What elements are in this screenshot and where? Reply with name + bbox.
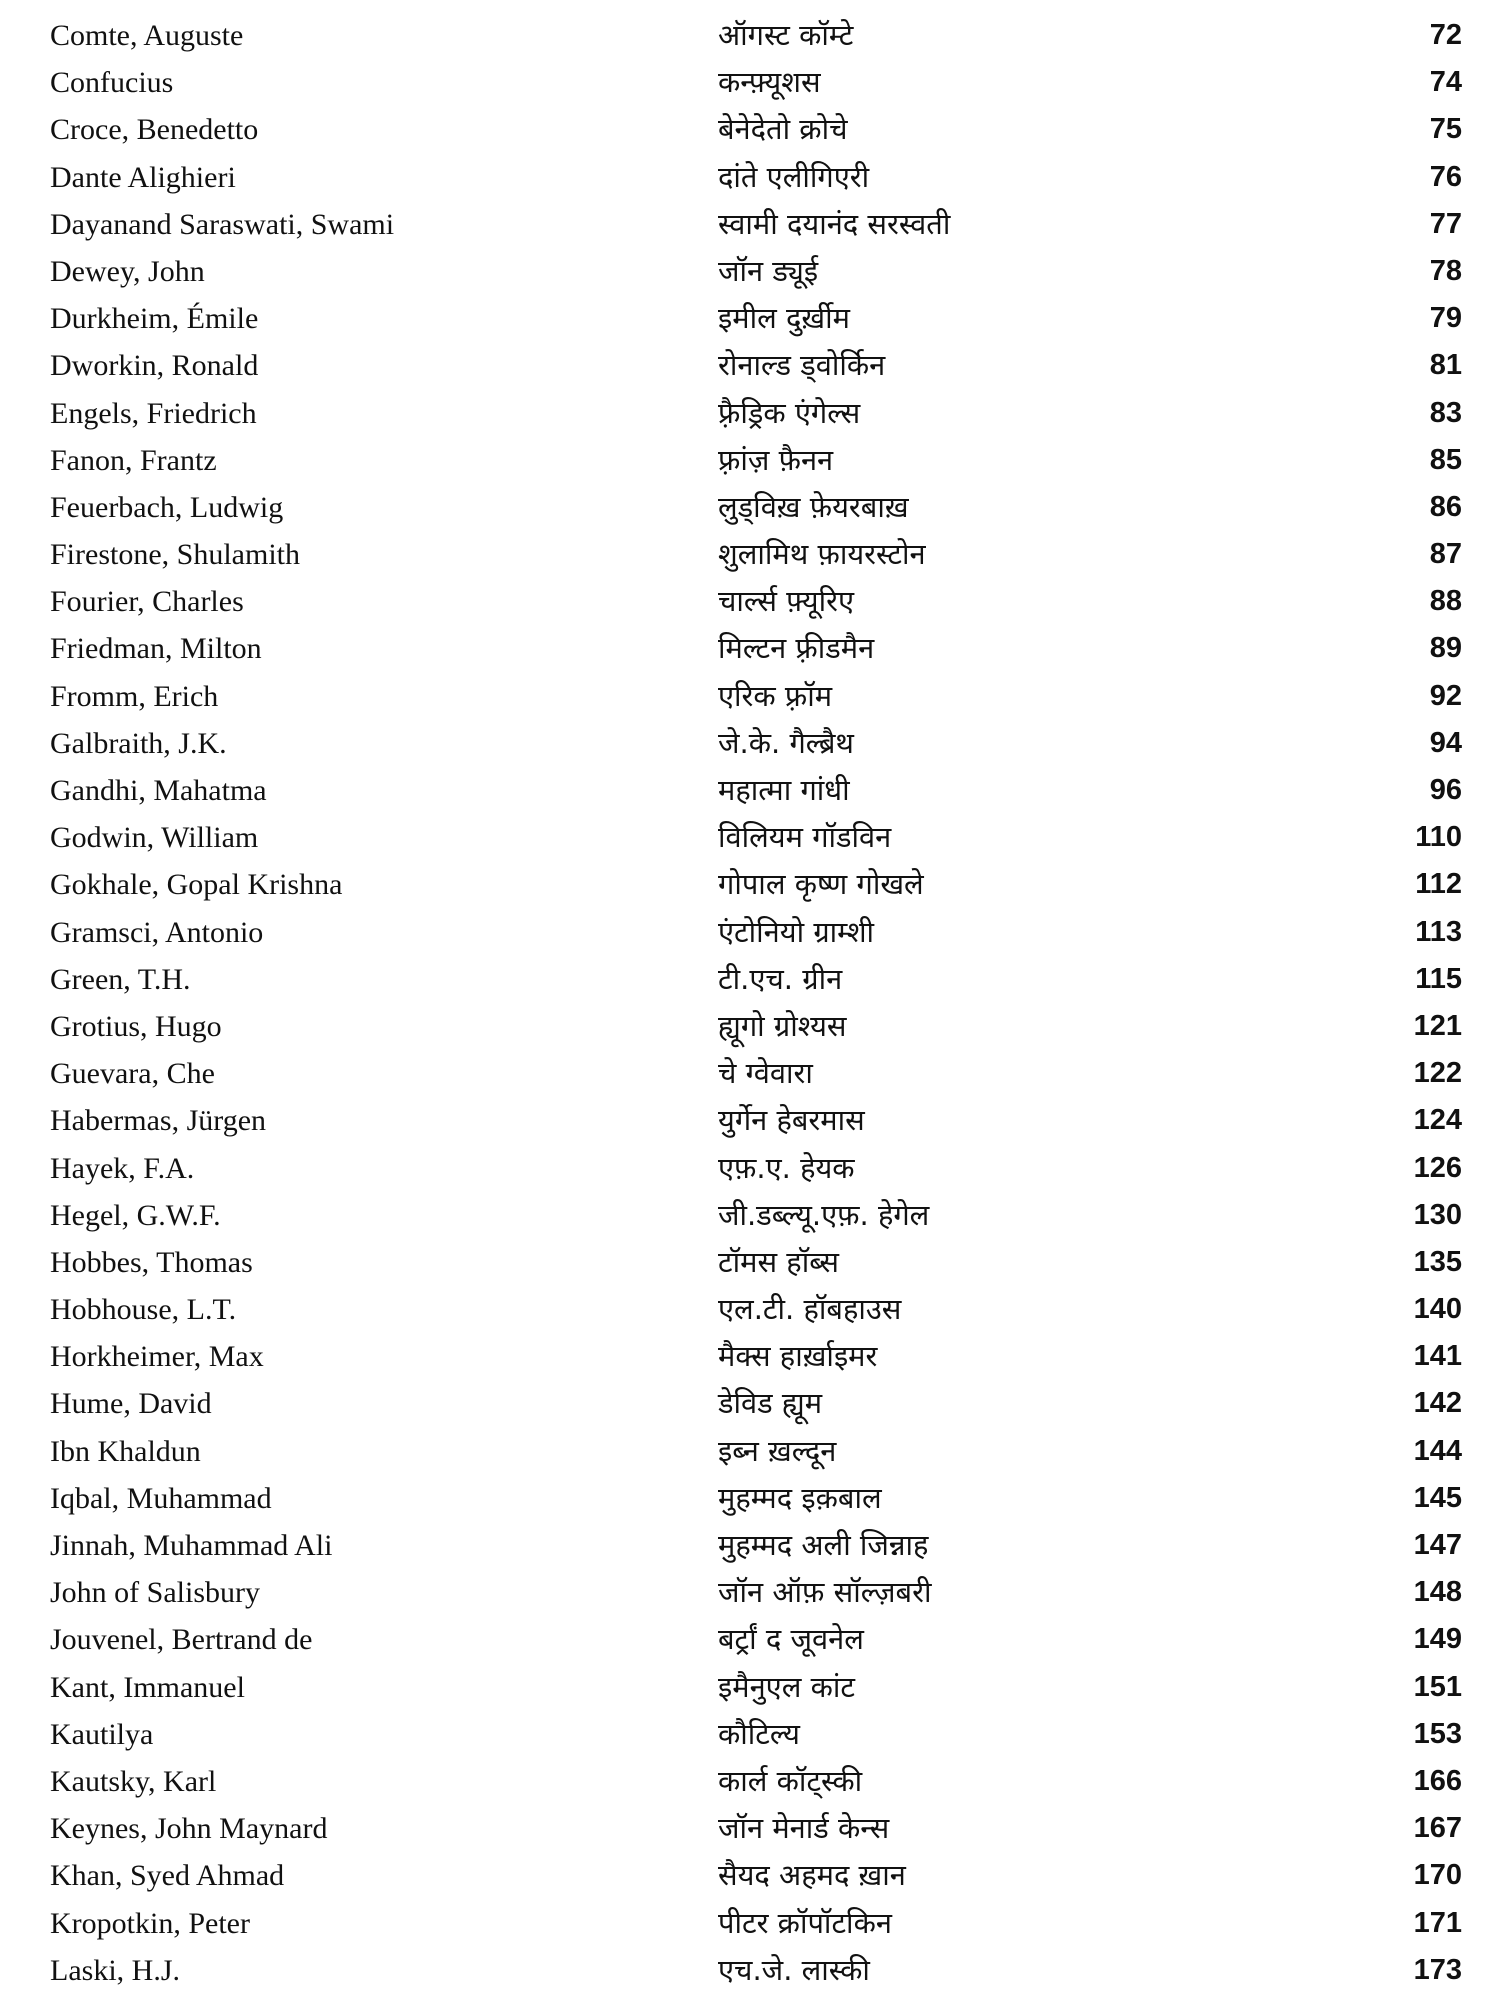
index-entry	[0, 767, 1500, 814]
entry-name-hindi: ऑगस्ट कॉम्टे	[718, 18, 854, 52]
entry-name-hindi: इब्न ख़ल्दून	[718, 1433, 837, 1468]
entry-page-number: 170	[1413, 1859, 1462, 1892]
entry-page-number: 94	[1429, 726, 1462, 759]
entry-page-number: 74	[1429, 66, 1462, 99]
index-entry	[0, 1711, 1500, 1758]
entry-name-english: Hegel, G.W.F.	[50, 1198, 221, 1232]
entry-name-hindi: एल.टी. हॉबहाउस	[718, 1292, 902, 1327]
index-entry	[0, 1522, 1500, 1569]
entry-page-number: 113	[1415, 915, 1462, 948]
index-entry	[0, 1003, 1500, 1050]
index-entry	[0, 1664, 1500, 1711]
entry-name-english: Hume, David	[50, 1387, 212, 1421]
entry-page-number: 135	[1413, 1245, 1462, 1278]
entry-name-hindi: चे ग्वेवारा	[718, 1056, 813, 1091]
entry-name-english: Dworkin, Ronald	[50, 349, 259, 383]
entry-name-english: Kautilya	[50, 1717, 154, 1751]
entry-name-english: Croce, Benedetto	[50, 113, 259, 147]
index-entry	[0, 1192, 1500, 1239]
entry-name-hindi: जॉन ऑफ़ सॉल्ज़बरी	[718, 1575, 932, 1610]
index-entry	[0, 1758, 1500, 1805]
entry-name-hindi: कौटिल्य	[718, 1716, 800, 1751]
index-entry	[0, 956, 1500, 1003]
entry-name-hindi: टी.एच. ग्रीन	[718, 961, 843, 996]
index-entry	[0, 814, 1500, 861]
entry-name-english: Jouvenel, Bertrand de	[50, 1623, 313, 1657]
entry-page-number: 126	[1413, 1151, 1462, 1184]
entry-name-english: Ibn Khaldun	[50, 1434, 201, 1468]
entry-name-english: Hobbes, Thomas	[50, 1245, 253, 1279]
index-entry	[0, 1380, 1500, 1427]
entry-page-number: 96	[1429, 774, 1462, 806]
entry-name-english: Jinnah, Muhammad Ali	[50, 1529, 333, 1562]
entry-name-hindi: मुहम्मद अली जिन्नाह	[718, 1528, 929, 1562]
entry-name-hindi: ह्यूगो ग्रोश्यस	[718, 1008, 847, 1043]
index-entry	[0, 578, 1500, 625]
entry-page-number: 112	[1415, 868, 1462, 901]
entry-name-english: Fourier, Charles	[50, 585, 244, 619]
entry-page-number: 167	[1413, 1812, 1462, 1845]
entry-name-english: Hayek, F.A.	[50, 1151, 195, 1185]
entry-name-hindi: चार्ल्स फ़्यूरिए	[718, 584, 855, 619]
index-entry	[0, 1097, 1500, 1144]
entry-name-english: Feuerbach, Ludwig	[50, 490, 284, 524]
entry-name-hindi: बर्ट्रां द जूवनेल	[718, 1622, 864, 1657]
entry-page-number: 140	[1413, 1293, 1462, 1326]
entry-name-english: Galbraith, J.K.	[50, 726, 227, 760]
index-entry	[0, 909, 1500, 956]
index-entry	[0, 295, 1500, 342]
entry-page-number: 81	[1429, 349, 1462, 382]
index-entry	[0, 1805, 1500, 1852]
entry-name-hindi: डेविड ह्यूम	[718, 1386, 823, 1421]
entry-name-hindi: एरिक फ़्रॉम	[718, 678, 833, 713]
entry-name-english: John of Salisbury	[50, 1576, 260, 1610]
entry-name-english: Kropotkin, Peter	[50, 1906, 250, 1940]
entry-name-hindi: मिल्टन फ़्रीडमैन	[718, 631, 875, 666]
entry-name-hindi: सैयद अहमद ख़ान	[718, 1858, 906, 1893]
entry-name-english: Gokhale, Gopal Krishna	[50, 868, 343, 902]
entry-name-hindi: टॉमस हॉब्स	[718, 1244, 839, 1279]
index-entry	[0, 673, 1500, 720]
entry-page-number: 78	[1429, 254, 1462, 287]
entry-name-english: Horkheimer, Max	[50, 1340, 264, 1374]
entry-name-english: Durkheim, Émile	[50, 302, 259, 336]
entry-name-english: Gandhi, Mahatma	[50, 774, 267, 807]
entry-page-number: 115	[1415, 962, 1462, 995]
entry-page-number: 171	[1413, 1906, 1462, 1939]
entry-name-english: Kant, Immanuel	[50, 1670, 245, 1704]
entry-page-number: 122	[1413, 1057, 1462, 1090]
index-list	[0, 12, 1500, 1994]
entry-name-english: Fromm, Erich	[50, 679, 219, 713]
entry-name-english: Engels, Friedrich	[50, 396, 257, 430]
entry-name-hindi: इमैनुएल कांट	[718, 1669, 855, 1704]
entry-name-english: Godwin, William	[50, 821, 259, 855]
entry-page-number: 92	[1429, 679, 1462, 712]
entry-name-english: Dayanand Saraswati, Swami	[50, 207, 395, 241]
entry-page-number: 87	[1429, 538, 1462, 571]
entry-page-number: 121	[1413, 1009, 1462, 1042]
index-entry	[0, 1286, 1500, 1333]
index-entry	[0, 861, 1500, 908]
entry-name-hindi: फ़्रांज़ फ़ैनन	[718, 442, 834, 477]
entry-name-english: Khan, Syed Ahmad	[50, 1859, 285, 1893]
entry-name-hindi: मैक्स हार्ख़ाइमर	[718, 1339, 878, 1374]
entry-page-number: 75	[1429, 113, 1462, 146]
entry-name-hindi: जॉन ड्यूई	[718, 253, 819, 288]
entry-page-number: 83	[1429, 396, 1462, 429]
entry-page-number: 148	[1413, 1576, 1462, 1609]
entry-name-hindi: युर्गेन हेबरमास	[718, 1103, 865, 1138]
entry-page-number: 124	[1413, 1104, 1462, 1137]
index-entry	[0, 1947, 1500, 1994]
entry-page-number: 141	[1413, 1340, 1462, 1373]
entry-name-hindi: जॉन मेनार्ड केन्स	[718, 1811, 890, 1846]
entry-page-number: 77	[1429, 207, 1462, 240]
entry-page-number: 144	[1413, 1434, 1462, 1467]
index-entry	[0, 390, 1500, 437]
entry-page-number: 149	[1413, 1623, 1462, 1656]
entry-name-hindi: बेनेदेतो क्रोचे	[718, 112, 848, 147]
entry-name-english: Iqbal, Muhammad	[50, 1481, 272, 1515]
index-entry	[0, 1569, 1500, 1616]
entry-page-number: 173	[1413, 1953, 1462, 1986]
entry-name-english: Green, T.H.	[50, 962, 191, 996]
entry-page-number: 147	[1413, 1529, 1462, 1561]
entry-page-number: 88	[1429, 585, 1462, 618]
entry-name-hindi: गोपाल कृष्ण गोखले	[718, 867, 924, 902]
entry-name-hindi: एच.जे. लास्की	[718, 1952, 870, 1987]
index-entry	[0, 1852, 1500, 1899]
entry-page-number: 130	[1413, 1198, 1462, 1231]
entry-name-english: Grotius, Hugo	[50, 1009, 222, 1043]
entry-page-number: 85	[1429, 443, 1462, 476]
index-entry	[0, 59, 1500, 106]
entry-name-english: Kautsky, Karl	[50, 1764, 217, 1798]
entry-page-number: 142	[1413, 1387, 1462, 1420]
entry-name-english: Dewey, John	[50, 254, 205, 288]
index-entry	[0, 625, 1500, 672]
entry-name-hindi: फ़्रैड्रिक एंगेल्स	[718, 395, 861, 430]
entry-name-english: Dante Alighieri	[50, 160, 236, 194]
entry-name-hindi: पीटर क्रॉपॉटकिन	[718, 1905, 892, 1940]
entry-name-english: Habermas, Jürgen	[50, 1104, 267, 1138]
index-entry	[0, 1145, 1500, 1192]
index-entry	[0, 106, 1500, 153]
entry-name-hindi: लुड्विख़ फ़ेयरबाख़	[718, 489, 909, 524]
entry-name-hindi: शुलामिथ फ़ायरस्टोन	[718, 537, 926, 572]
entry-name-english: Comte, Auguste	[50, 19, 244, 52]
entry-name-hindi: कार्ल कॉट्स्की	[718, 1763, 863, 1798]
entry-name-english: Laski, H.J.	[50, 1953, 180, 1987]
index-entry	[0, 1616, 1500, 1663]
index-entry	[0, 1050, 1500, 1097]
index-entry	[0, 1428, 1500, 1475]
entry-name-hindi: जे.के. गैल्ब्रैथ	[718, 725, 854, 760]
entry-name-english: Gramsci, Antonio	[50, 915, 264, 949]
entry-name-hindi: एफ़.ए. हेयक	[718, 1150, 855, 1185]
entry-page-number: 110	[1415, 821, 1462, 854]
index-entry	[0, 437, 1500, 484]
entry-page-number: 153	[1413, 1717, 1462, 1750]
entry-page-number: 166	[1413, 1764, 1462, 1797]
entry-name-hindi: दांते एलीगिएरी	[718, 159, 870, 194]
entry-name-hindi: रोनाल्ड ड्वोर्किन	[718, 348, 886, 383]
entry-page-number: 86	[1429, 490, 1462, 523]
index-entry	[0, 342, 1500, 389]
entry-name-hindi: कन्फ़्यूशस	[718, 65, 821, 100]
entry-name-hindi: जी.डब्ल्यू.एफ़. हेगेल	[718, 1197, 930, 1232]
entry-page-number: 145	[1413, 1481, 1462, 1514]
index-entry	[0, 248, 1500, 295]
entry-page-number: 76	[1429, 160, 1462, 193]
index-entry	[0, 484, 1500, 531]
entry-page-number: 151	[1413, 1670, 1462, 1703]
index-entry	[0, 1239, 1500, 1286]
entry-name-hindi: विलियम गॉडविन	[718, 820, 892, 855]
entry-page-number: 79	[1429, 302, 1462, 335]
entry-name-hindi: स्वामी दयानंद सरस्वती	[718, 206, 951, 241]
index-entry	[0, 201, 1500, 248]
index-entry	[0, 1900, 1500, 1947]
entry-name-english: Fanon, Frantz	[50, 443, 217, 477]
index-entry	[0, 531, 1500, 578]
entry-name-english: Confucius	[50, 66, 174, 100]
entry-name-hindi: इमील दुर्ख़ीम	[718, 301, 850, 336]
index-entry	[0, 12, 1500, 59]
entry-name-hindi: एंटोनियो ग्राम्शी	[718, 914, 875, 949]
entry-name-english: Friedman, Milton	[50, 632, 262, 666]
entry-name-english: Firestone, Shulamith	[50, 538, 300, 572]
entry-name-english: Guevara, Che	[50, 1057, 215, 1091]
entry-name-english: Keynes, John Maynard	[50, 1812, 328, 1846]
entry-name-hindi: महात्मा गांधी	[718, 773, 850, 807]
index-entry	[0, 720, 1500, 767]
entry-page-number: 89	[1429, 632, 1462, 665]
entry-name-hindi: मुहम्मद इक़बाल	[718, 1480, 882, 1515]
entry-name-english: Hobhouse, L.T.	[50, 1293, 237, 1327]
index-entry	[0, 1333, 1500, 1380]
entry-page-number: 72	[1429, 19, 1462, 51]
index-entry	[0, 1475, 1500, 1522]
index-entry	[0, 154, 1500, 201]
